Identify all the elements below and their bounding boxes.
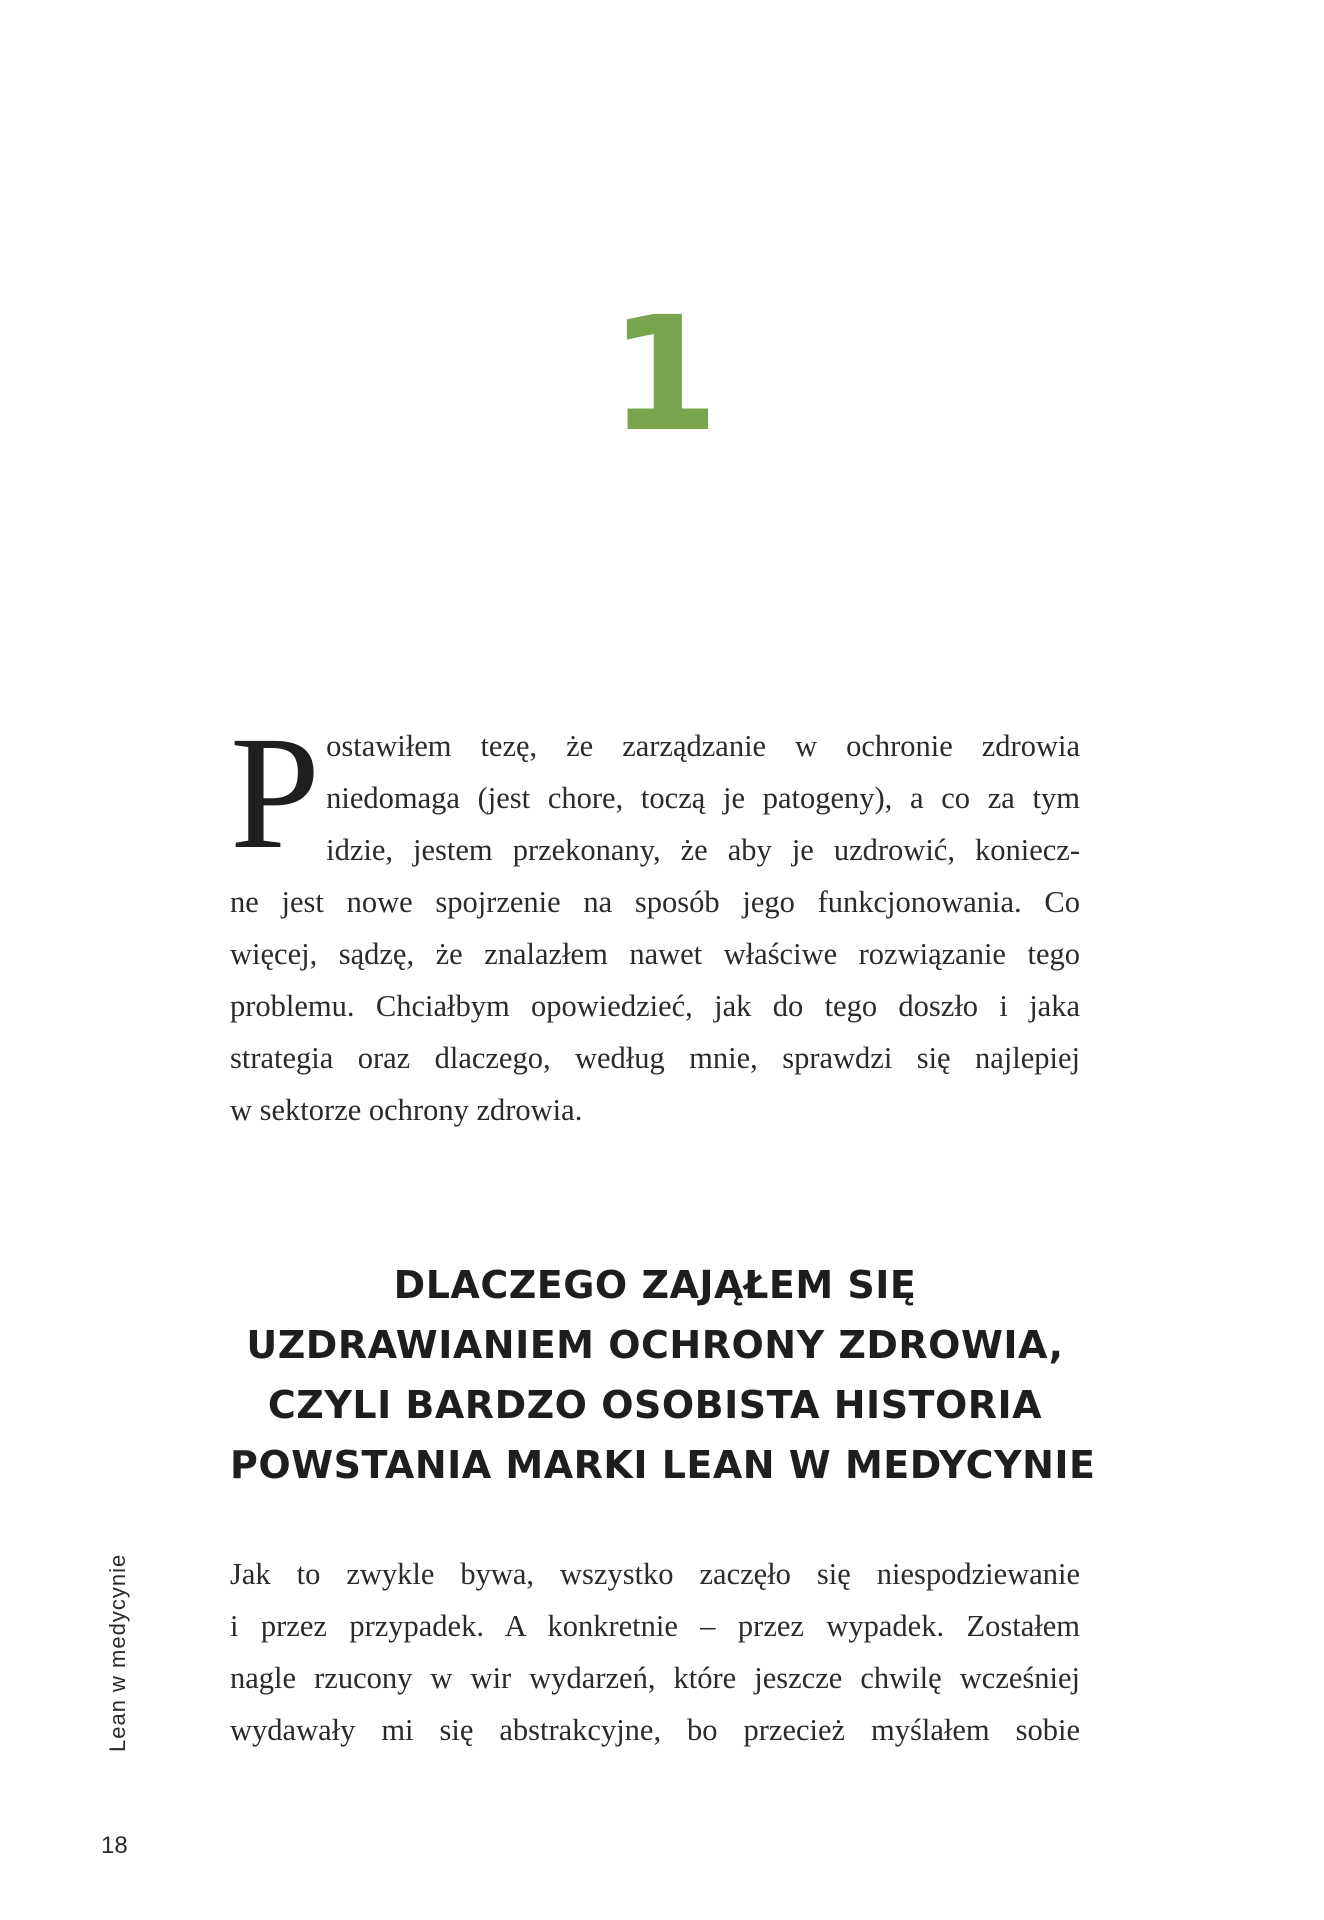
page-number: 18 <box>101 1832 128 1859</box>
body-line: nagle rzucony w wir wydarzeń, które jeszcze chwilę wcześniej <box>230 1661 1080 1695</box>
intro-line: niedomaga (jest chore, toczą je patogeny), a co za tym <box>326 781 1080 815</box>
section-heading-line: POWSTANIA MARKI LEAN W MEDYCYNIE <box>230 1443 1096 1487</box>
intro-paragraph <box>230 704 1080 1136</box>
section-heading-line: DLACZEGO ZAJĄŁEM SIĘ <box>393 1263 917 1307</box>
section-heading-line: UZDRAWIANIEM OCHRONY ZDROWIA, <box>246 1323 1064 1367</box>
chapter-number: 1 <box>609 283 715 467</box>
section-heading-line: CZYLI BARDZO OSOBISTA HISTORIA <box>267 1383 1043 1427</box>
intro-line: ostawiłem tezę, że zarządzanie w ochronie zdrowia <box>326 729 1080 763</box>
intro-line: ne jest nowe spojrzenie na sposób jego funkcjonowania. Co <box>230 885 1080 919</box>
section-body-paragraph <box>230 1548 1080 1756</box>
running-title: Lean w medycynie <box>105 1553 130 1752</box>
body-line: wydawały mi się abstrakcyjne, bo przecież myślałem sobie <box>230 1713 1080 1747</box>
intro-line: więcej, sądzę, że znalazłem nawet właściwe rozwiązanie tego <box>230 937 1080 971</box>
body-line: Jak to zwykle bywa, wszystko zaczęło się niespodziewanie <box>230 1557 1080 1591</box>
section-heading <box>230 1255 1096 1495</box>
intro-line: problemu. Chciałbym opowiedzieć, jak do tego doszło i jaka <box>230 989 1080 1023</box>
intro-line: idzie, jestem przekonany, że aby je uzdrowić, koniecz- <box>326 833 1080 867</box>
drop-cap: P <box>230 704 321 883</box>
intro-line: strategia oraz dlaczego, według mnie, sprawdzi się najlepiej <box>230 1041 1080 1075</box>
intro-line: w sektorze ochrony zdrowia. <box>230 1093 583 1127</box>
body-line: i przez przypadek. A konkretnie – przez wypadek. Zostałem <box>230 1609 1080 1643</box>
